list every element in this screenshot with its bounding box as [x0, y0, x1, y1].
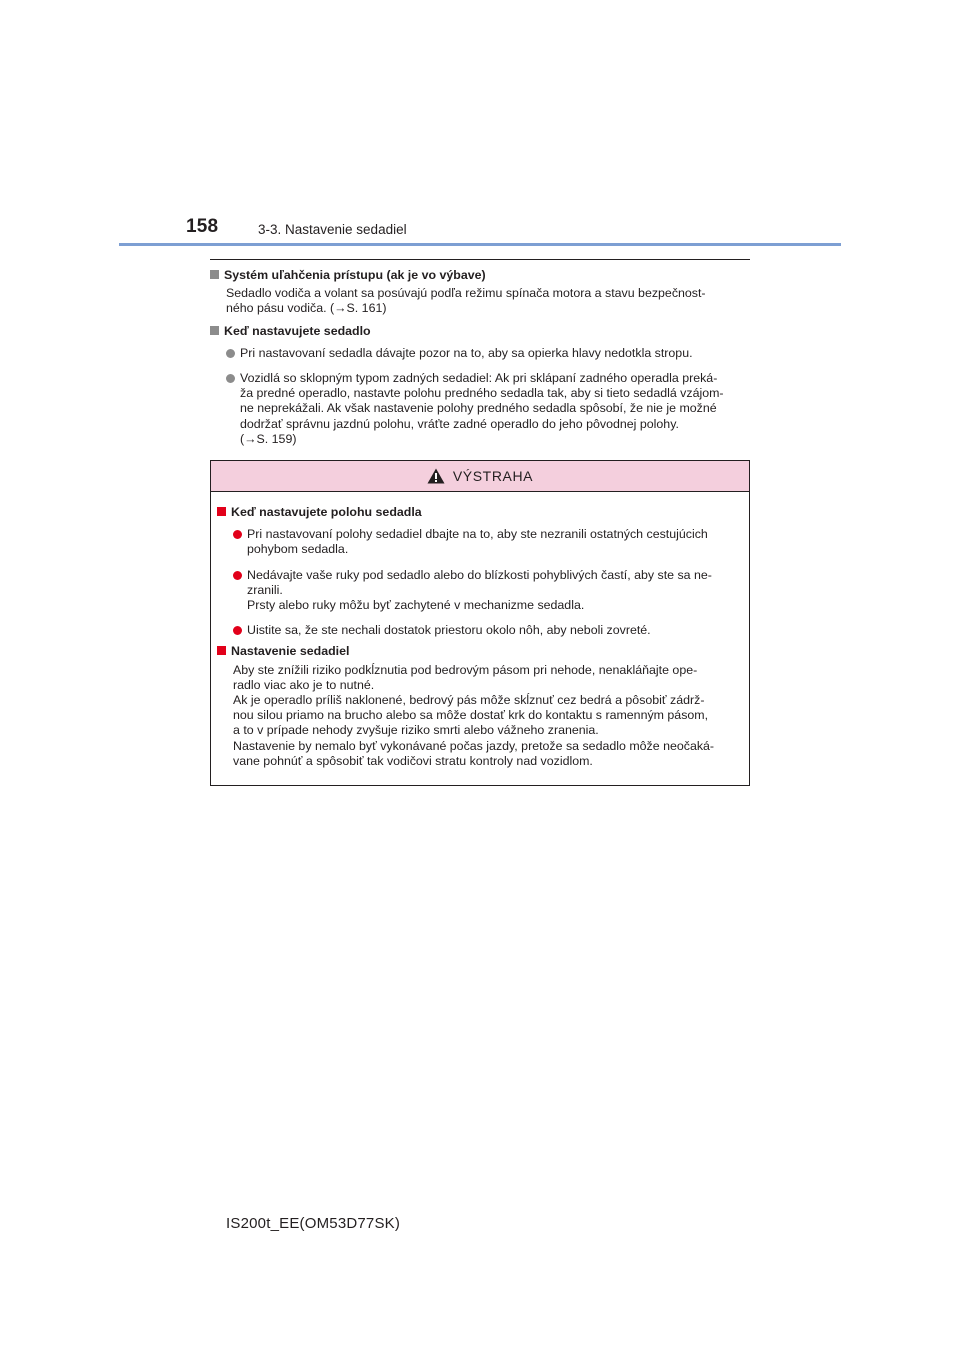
- warning-body: [211, 492, 749, 769]
- text-line: Uistite sa, že ste nechali dostatok priestoru okolo nôh, aby neboli zovreté.: [247, 623, 651, 638]
- text-line: Pri nastavovaní polohy sedadiel dbajte na to, aby ste nezranili ostatných cestujúcich: [247, 527, 708, 542]
- text-line: zranili.: [247, 582, 283, 597]
- circle-bullet-icon: [226, 374, 235, 383]
- text-line: Vozidlá so sklopným typom zadných sedadiel: Ak pri sklápaní zadného operadla preká-: [240, 371, 718, 386]
- info-heading: [210, 324, 750, 339]
- warning-box: [210, 460, 750, 786]
- info-paragraph: [226, 286, 750, 316]
- text-line: ne neprekážali. Ak však nastavenie polohy predného sedadla spôsobí, že nie je možné: [240, 401, 717, 416]
- text-line: Ak je operadlo príliš naklonené, bedrový pás môže skĺznuť cez bedrá a pôsobiť zádrž-: [233, 693, 705, 708]
- warning-heading: [217, 644, 743, 659]
- warning-heading: [217, 505, 743, 520]
- circle-bullet-icon: [226, 349, 235, 358]
- warning-heading-text: Keď nastavujete polohu sedadla: [231, 505, 422, 519]
- text-line: radlo viac ako je to nutné.: [233, 677, 375, 692]
- square-bullet-icon: [210, 326, 219, 335]
- page-number: 158: [186, 216, 219, 237]
- warning-paragraph: [233, 663, 743, 769]
- text-line: dodržať správnu jazdnú polohu, vráťte zadné operadlo do jeho pôvodnej polohy.: [240, 416, 679, 431]
- text-line: Nastavenie by nemalo byť vykonávané počas jazdy, pretože sa sedadlo môže neočaká-: [233, 738, 715, 753]
- warning-bullet: [233, 527, 743, 557]
- info-heading-text: Keď nastavujete sedadlo: [224, 323, 371, 338]
- header-rule: [119, 243, 841, 246]
- text-line: Aby ste znížili riziko podkĺznutia pod bedrovým pásom pri nehode, nenakláňajte ope-: [233, 662, 698, 677]
- warning-triangle-icon: [427, 468, 445, 484]
- text-line: a to v prípade nehody zvyšuje riziko smrti alebo vážneho zranenia.: [233, 723, 599, 738]
- text-line: nou silou priamo na brucho alebo sa môže dostať krk do kontaktu s ramenným pásom,: [233, 708, 709, 723]
- text-line: Prsty alebo ruky môžu byť zachytené v mechanizme sedadla.: [247, 598, 585, 613]
- warning-title: VÝSTRAHA: [452, 468, 534, 484]
- text-line: Nedávajte vaše ruky pod sedadlo alebo do blízkosti pohyblivých častí, aby ste sa ne-: [247, 567, 712, 582]
- text-line: ža predné operadlo, nastavte polohu predného sedadla tak, aby si tieto sedadlá vzájom-: [240, 386, 724, 401]
- warning-bullet: [233, 623, 743, 638]
- circle-bullet-icon: [233, 530, 242, 539]
- info-bullet: [226, 346, 750, 361]
- content-top-rule: [210, 259, 750, 260]
- text-line: ného pásu vodiča. (→S. 161): [226, 301, 387, 316]
- text-line: vane pohnúť a spôsobiť tak vodičovi stratu kontroly nad vozidlom.: [233, 753, 593, 768]
- circle-bullet-icon: [233, 626, 242, 635]
- info-section: [210, 268, 750, 453]
- info-heading-text: Systém uľahčenia prístupu (ak je vo výbave): [224, 268, 486, 282]
- circle-bullet-icon: [233, 571, 242, 580]
- info-heading: [210, 268, 750, 283]
- text-line: (→S. 159): [240, 431, 297, 446]
- text-line: Sedadlo vodiča a volant sa posúvajú podľa režimu spínača motora a stavu bezpečnost-: [226, 286, 706, 301]
- square-bullet-icon: [210, 270, 219, 279]
- warning-heading-text: Nastavenie sedadiel: [231, 644, 350, 659]
- text-line: Pri nastavovaní sedadla dávajte pozor na to, aby sa opierka hlavy nedotkla stropu.: [240, 345, 693, 360]
- square-bullet-icon: [217, 507, 226, 516]
- square-bullet-icon: [217, 646, 226, 655]
- section-title: 3-3. Nastavenie sedadiel: [258, 222, 407, 237]
- text-line: pohybom sedadla.: [247, 542, 349, 557]
- warning-bullet: [233, 568, 743, 614]
- info-bullet: [226, 371, 750, 447]
- warning-header: [211, 461, 749, 492]
- footer-code: IS200t_EE(OM53D77SK): [226, 1215, 401, 1232]
